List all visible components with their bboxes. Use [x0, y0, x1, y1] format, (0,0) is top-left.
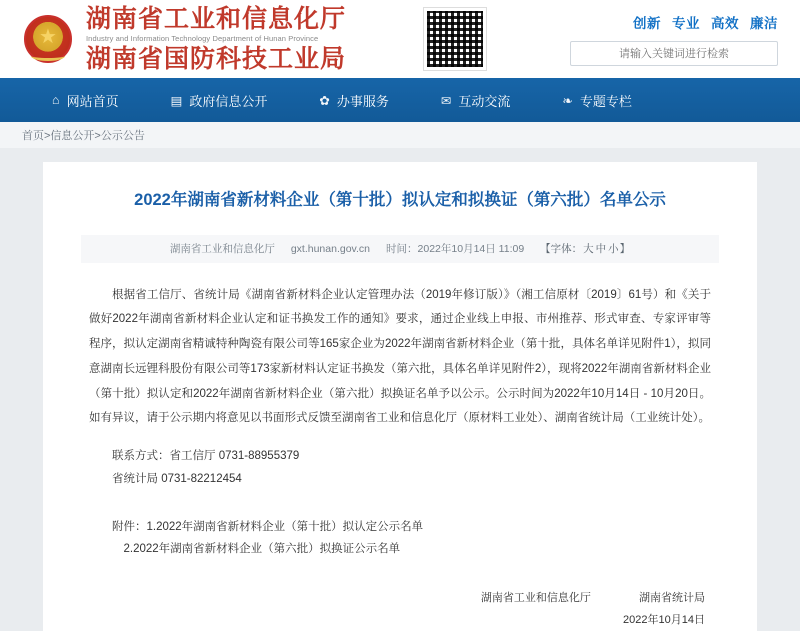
search-box[interactable] — [570, 41, 778, 66]
national-emblem-icon: ★ — [22, 13, 74, 65]
article-body — [89, 283, 711, 561]
document-icon: ▤ — [170, 93, 183, 108]
nav-item-label: 政府信息公开 — [189, 93, 268, 109]
font-size-label: 【字体： — [540, 243, 583, 256]
content-background — [0, 148, 800, 626]
signature-block — [95, 587, 705, 631]
attachment-item-1[interactable]: 附件：1.2022年湖南省新材料企业（第十批）拟认定公示名单 — [112, 521, 424, 534]
nav-item-label: 办事服务 — [336, 93, 389, 109]
site-header — [0, 0, 800, 78]
slogan-word-1: 创新 — [633, 16, 661, 31]
signer-1: 湖南省工业和信息化厅 — [480, 591, 591, 604]
contact-line-1: 联系方式：省工信厅 0731-88955379 — [112, 450, 300, 463]
font-size-small[interactable]: 小 — [608, 243, 619, 256]
site-title-english: Industry and Information Technology Department of Hunan Province — [86, 34, 319, 43]
attachment-block — [89, 517, 711, 561]
font-size-label-end: 】 — [619, 243, 631, 256]
nav-item-interaction[interactable] — [415, 91, 537, 110]
qr-code-icon — [424, 8, 486, 70]
article-meta — [81, 235, 719, 263]
slogan-word-4: 廉洁 — [750, 16, 778, 31]
slogan-word-3: 高效 — [711, 16, 739, 31]
site-title-line2: 湖南省国防科技工业局 — [86, 45, 347, 73]
article-paragraph: 根据省工信厅、省统计局《湖南省新材料企业认定管理办法（2019年修订版）》（湘工信原材〔2019〕61号）和《关于做好2022年湖南省新材料企业认定和证书换发工作的通知》要求，通过企业线上申报、市州推荐、形式审查、专家评审等程序，拟认定湖南省精诚特种陶瓷有限公司等165家企业为2022年湖南省新材料企业（第十批，具体名单详见附件1），拟同意湖南长远锂科股份有限公司等173家新材料认定证书换发（第六批，具体名单详见附件2），现将2022年湖南省新材料企业（第十批）拟认定和2022年湖南省新材料企业（第六批）拟换证名单予以公示。公示时间为2022年10月14日 - 10月20日。如有异议，请于公示期内将意见以书面形式反馈至湖南省工业和信息化厅（原材料工业处）、湖南省统计局（工业统计处）。 — [89, 288, 711, 425]
header-right-block — [560, 12, 778, 66]
site-title-block — [86, 5, 346, 73]
page-title: 2022年湖南省新材料企业（第十批）拟认定和拟换证（第六批）名单公示 — [134, 191, 666, 209]
nav-item-label: 网站首页 — [66, 93, 119, 109]
chat-icon: ✉ — [440, 93, 452, 108]
breadcrumb[interactable]: 首页>信息公开>公示公告 — [22, 130, 145, 142]
main-navigation — [0, 78, 800, 122]
sign-date: 2022年10月14日 — [623, 613, 705, 626]
nav-item-government-info[interactable] — [145, 91, 294, 110]
font-size-large[interactable]: 大 — [583, 243, 594, 256]
layers-icon: ❧ — [562, 93, 573, 108]
nav-item-home[interactable] — [26, 91, 145, 110]
service-icon: ✿ — [319, 93, 330, 108]
site-title-line1: 湖南省工业和信息化厅 — [86, 5, 347, 33]
attachment-item-2[interactable]: 2.2022年湖南省新材料企业（第六批）拟换证公示名单 — [123, 542, 401, 555]
article-card — [43, 162, 757, 631]
nav-item-services[interactable] — [293, 91, 415, 110]
font-size-controls[interactable] — [540, 241, 630, 256]
nav-item-topics[interactable] — [536, 91, 658, 110]
contact-block — [89, 445, 711, 491]
breadcrumb-bar — [0, 122, 800, 148]
article-time: 时间：2022年10月14日 11:09 — [386, 243, 525, 256]
search-input[interactable] — [571, 42, 777, 65]
signer-2: 湖南省统计局 — [639, 591, 705, 604]
slogan-group — [633, 12, 778, 32]
font-size-medium[interactable]: 中 — [595, 243, 607, 256]
article-domain: gxt.hunan.gov.cn — [290, 242, 371, 255]
contact-line-2: 省统计局 0731-82212454 — [112, 473, 242, 486]
nav-item-label: 互动交流 — [458, 93, 511, 109]
slogan-word-2: 专业 — [672, 16, 700, 31]
nav-item-label: 专题专栏 — [579, 93, 632, 109]
article-source: 湖南省工业和信息化厅 — [169, 243, 275, 256]
home-icon: ⌂ — [52, 93, 60, 107]
